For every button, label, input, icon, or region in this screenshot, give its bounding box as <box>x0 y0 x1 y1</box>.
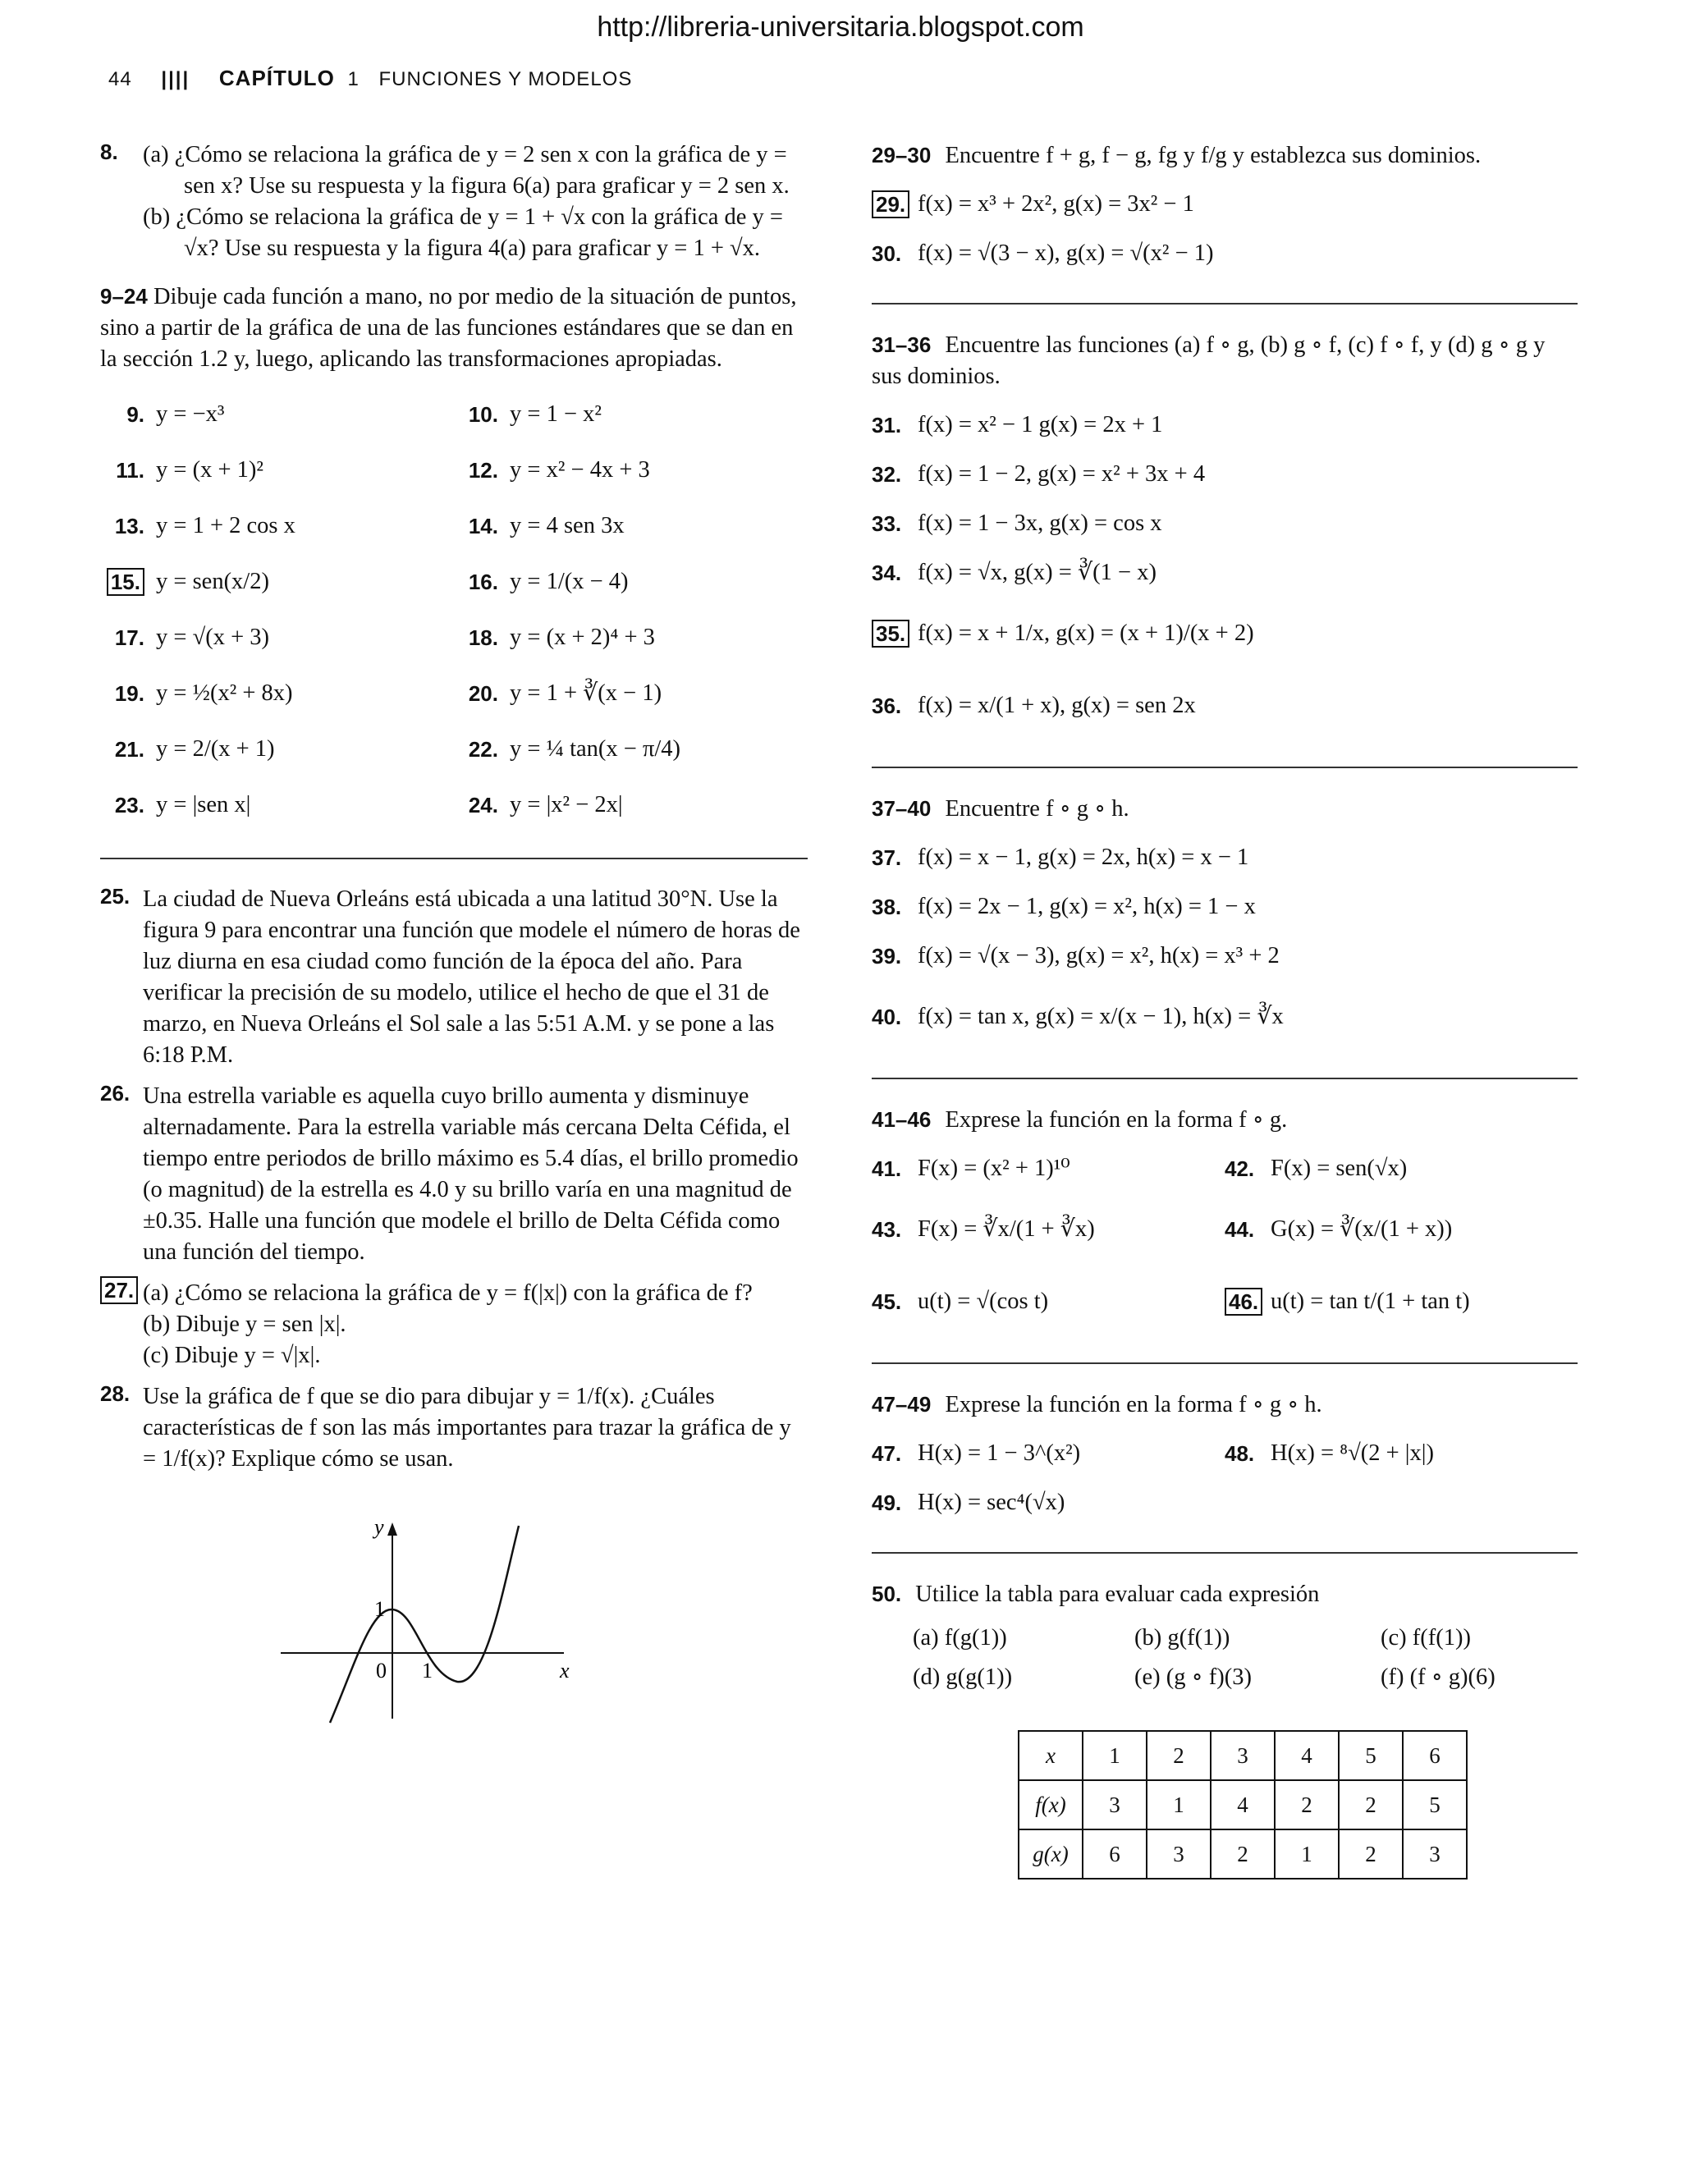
problem-text: La ciudad de Nueva Orleáns está ubicada a una latitud 30°N. Use la figura 9 para encontrar una función que modele el número de horas de luz diurna en esa ciudad como función de la época del año. Para verificar la precisión de su modelo, utilice el hecho de que el 31 de marzo, en Nueva Orleáns el Sol sale a las 5:51 A.M. y se pone a las 6:18 P.M. <box>143 886 800 1068</box>
boxed-number: 15. <box>107 568 144 596</box>
section-29-30 <box>872 140 1578 172</box>
problem-27 <box>100 1278 808 1371</box>
divider <box>100 858 808 859</box>
section-number: 9–24 <box>100 284 148 309</box>
problem-8a: (a) ¿Cómo se relaciona la gráfica de y = 2 sen x con la gráfica de y = sen x? Use su respuesta y la figura 6(a) para graficar y = 2 sen x. <box>143 142 790 199</box>
exercise-item: 19. y = ½(x² + 8x) <box>114 680 293 706</box>
source-url: http://libreria-universitaria.blogspot.com <box>597 11 1084 43</box>
exercise-item: 31. f(x) = x² − 1 g(x) = 2x + 1 <box>872 412 1163 437</box>
problem-27b: (b) Dibuje y = sen |x|. <box>143 1312 346 1337</box>
exercise-item: 12. y = x² − 4x + 3 <box>468 457 650 483</box>
problem-number: 26. <box>100 1081 131 1106</box>
problem-27c: (c) Dibuje y = √|x|. <box>143 1343 321 1368</box>
y-label: y <box>374 1518 384 1539</box>
problem-text: Utilice la tabla para evaluar cada expresión <box>915 1582 1320 1607</box>
exercise-item: 23. y = |sen x| <box>114 792 251 817</box>
exercise-item: 10. y = 1 − x² <box>468 401 602 427</box>
problem-25 <box>100 884 808 1071</box>
boxed-number: 29. <box>872 190 909 218</box>
section-instructions: Exprese la función en la forma f ∘ g ∘ h. <box>945 1392 1322 1417</box>
exercise-item: 17. y = √(x + 3) <box>114 625 270 650</box>
exercise-item: 35. f(x) = x + 1/x, g(x) = (x + 1)/(x + 2) <box>872 598 1578 670</box>
right-column <box>872 140 1578 1880</box>
running-head <box>108 66 632 91</box>
chapter-number: 1 <box>347 68 360 90</box>
page-number: 44 <box>108 68 132 90</box>
problem-50 <box>872 1578 1578 1610</box>
chapter-label: CAPÍTULO <box>218 66 335 90</box>
exercise-item: 43. F(x) = ∛x/(1 + ∛x) <box>872 1216 1095 1242</box>
problem-28 <box>100 1381 808 1475</box>
exercise-item: 45. u(t) = √(cos t) <box>872 1289 1049 1314</box>
problem-number: 25. <box>100 884 131 909</box>
section-instructions: Encuentre f ∘ g ∘ h. <box>945 796 1129 822</box>
boxed-number: 35. <box>872 620 909 648</box>
section-37-40 <box>872 793 1578 825</box>
exercise-item: 14. y = 4 sen 3x <box>468 513 625 538</box>
exercise-grid-41-46 <box>872 1144 1578 1338</box>
section-instructions: Encuentre las funciones (a) f ∘ g, (b) g ∘ f, (c) f ∘ f, y (d) g ∘ g y sus dominios. <box>872 332 1546 389</box>
exercise-item: 44. G(x) = ∛(x/(1 + x)) <box>1225 1216 1453 1242</box>
origin-label: 0 <box>376 1659 387 1683</box>
problem-number: 28. <box>100 1381 131 1406</box>
section-instructions: Dibuje cada función a mano, no por medio de la situación de puntos, sino a partir de la gráfica de una de las funciones estándares que se dan en la sección 1.2 y, luego, aplicando las transformaciones apropiadas. <box>100 284 797 372</box>
section-41-46 <box>872 1104 1578 1136</box>
exercise-item: 34. f(x) = √x, g(x) = ∛(1 − x) <box>872 560 1157 585</box>
exercise-item: 30. f(x) = √(3 − x), g(x) = √(x² − 1) <box>872 240 1214 266</box>
problem-50-parts <box>872 1619 1578 1697</box>
exercise-item: 22. y = ¼ tan(x − π/4) <box>468 736 681 762</box>
table-row: g(x) 6 3 2 1 2 3 <box>1019 1829 1467 1879</box>
problem-27a: (a) ¿Cómo se relaciona la gráfica de y = f(|x|) con la gráfica de f? <box>143 1280 753 1306</box>
exercise-item: 18. y = (x + 2)⁴ + 3 <box>468 625 655 650</box>
exercise-item: 16. y = 1/(x − 4) <box>468 569 629 594</box>
x-label: x <box>560 1659 570 1683</box>
exercise-item: 15. y = sen(x/2) <box>100 554 454 610</box>
exercise-item: 37. f(x) = x − 1, g(x) = 2x, h(x) = x − 1 <box>872 845 1249 870</box>
exercise-item: 40. f(x) = tan x, g(x) = x/(x − 1), h(x) = ∛x <box>872 1004 1284 1029</box>
boxed-number: 46. <box>1225 1288 1262 1316</box>
exercise-item: 48. H(x) = ⁸√(2 + |x|) <box>1225 1440 1434 1466</box>
problem-8b: (b) ¿Cómo se relaciona la gráfica de y = 1 + √x con la gráfica de y = √x? Use su respuesta y la figura 4(a) para graficar y = 1 + √x. <box>143 204 783 261</box>
exercise-item: 46. u(t) = tan t/(1 + tan t) <box>1225 1266 1578 1338</box>
section-instructions: Encuentre f + g, f − g, fg y f/g y establezca sus dominios. <box>945 143 1482 168</box>
divider <box>872 1362 1578 1364</box>
function-graph <box>281 1518 593 1731</box>
exercise-item: 39. f(x) = √(x − 3), g(x) = x², h(x) = x³ + 2 <box>872 943 1280 968</box>
curve <box>330 1526 519 1723</box>
exercise-item: 13. y = 1 + 2 cos x <box>114 513 295 538</box>
part-c: (c) f(f(1)) <box>1381 1625 1471 1651</box>
exercise-item: 42. F(x) = sen(√x) <box>1225 1156 1408 1181</box>
divider <box>872 767 1578 768</box>
section-instructions: Exprese la función en la forma f ∘ g. <box>945 1107 1288 1133</box>
table-row: f(x) 3 1 4 2 2 5 <box>1019 1780 1467 1829</box>
intro-9-24 <box>100 281 808 375</box>
chapter-title: FUNCIONES Y MODELOS <box>378 68 633 90</box>
exercise-item: 24. y = |x² − 2x| <box>468 792 623 817</box>
y-tick-1: 1 <box>374 1597 385 1621</box>
exercise-grid-47-49 <box>872 1429 1578 1527</box>
problem-26 <box>100 1081 808 1268</box>
boxed-number: 27. <box>100 1276 138 1304</box>
x-tick-1: 1 <box>422 1659 433 1683</box>
header-bars: |||| <box>161 68 190 90</box>
problem-text: Una estrella variable es aquella cuyo brillo aumenta y disminuye alternadamente. Para la estrella variable más cercana Delta Céfida, el tiempo entre periodos de brillo máximo es 5.4 días, el brillo promedio (o magnitud) de la estrella es 4.0 y su brillo varía en una magnitud de ±0.35. Halle una función que modele el brillo de Delta Céfida como una función del tiempo. <box>143 1083 799 1265</box>
part-b: (b) g(f(1)) <box>1134 1625 1230 1651</box>
section-number: 29–30 <box>872 143 932 167</box>
exercise-item: 29. f(x) = x³ + 2x², g(x) = 3x² − 1 <box>872 180 1578 229</box>
divider <box>872 303 1578 304</box>
section-47-49 <box>872 1389 1578 1421</box>
problem-8 <box>100 140 808 264</box>
exercise-grid-9-24 <box>100 387 808 833</box>
exercise-item: 36. f(x) = x/(1 + x), g(x) = sen 2x <box>872 693 1196 718</box>
section-number: 31–36 <box>872 332 932 357</box>
divider <box>872 1078 1578 1079</box>
table-row: x 1 2 3 4 5 6 <box>1019 1731 1467 1780</box>
exercise-item: 9. y = −x³ <box>126 401 225 427</box>
section-number: 41–46 <box>872 1107 932 1132</box>
exercise-item: 33. f(x) = 1 − 3x, g(x) = cos x <box>872 511 1162 536</box>
exercise-item: 49. H(x) = sec⁴(√x) <box>872 1490 1065 1515</box>
part-d: (d) g(g(1)) <box>913 1664 1013 1690</box>
part-a: (a) f(g(1)) <box>913 1625 1007 1651</box>
exercise-item: 21. y = 2/(x + 1) <box>114 736 275 762</box>
exercise-item: 38. f(x) = 2x − 1, g(x) = x², h(x) = 1 − x <box>872 894 1256 919</box>
section-number: 47–49 <box>872 1392 932 1417</box>
problem-number: 50. <box>872 1582 902 1606</box>
problem-number: 8. <box>100 140 118 164</box>
exercise-item: 11. y = (x + 1)² <box>116 457 263 483</box>
exercise-item: 20. y = 1 + ∛(x − 1) <box>468 680 662 706</box>
part-e: (e) (g ∘ f)(3) <box>1134 1664 1252 1690</box>
left-column <box>100 140 808 1735</box>
y-axis-arrow <box>387 1522 397 1536</box>
section-31-36 <box>872 329 1578 392</box>
exercise-item: 32. f(x) = 1 − 2, g(x) = x² + 3x + 4 <box>872 461 1206 487</box>
exercise-item: 47. H(x) = 1 − 3^(x²) <box>872 1440 1081 1466</box>
exercise-item: 41. F(x) = (x² + 1)¹⁰ <box>872 1156 1070 1181</box>
problem-text: Use la gráfica de f que se dio para dibujar y = 1/f(x). ¿Cuáles características de f son las más importantes para trazar la gráfica de y = 1/f(x)? Explique cómo se usan. <box>143 1384 791 1472</box>
section-number: 37–40 <box>872 796 932 821</box>
divider <box>872 1552 1578 1554</box>
part-f: (f) (f ∘ g)(6) <box>1381 1664 1495 1690</box>
values-table <box>1018 1730 1468 1880</box>
